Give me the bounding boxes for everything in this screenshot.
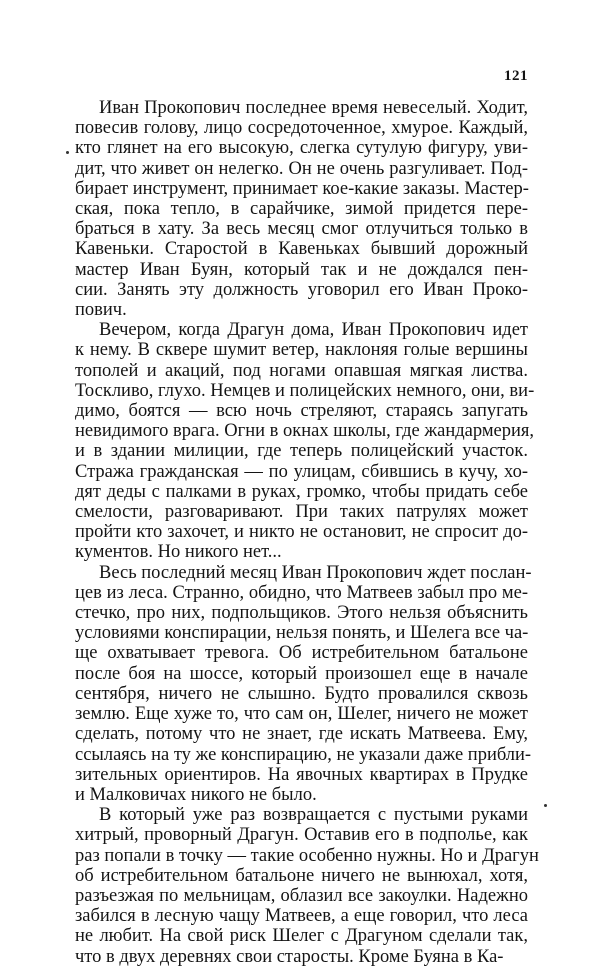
- text-line: тополей и акаций, под ногами опавшая мягкая листва.: [75, 360, 528, 381]
- text-line: кто глянет на его высокую, слегка сутулую фигуру, уви-: [75, 138, 528, 159]
- text-line: условиями конспирации, нельзя понять, и Шелега все ча-: [75, 623, 529, 644]
- text-line: В который уже раз возвращается с пустыми руками: [99, 805, 528, 826]
- text-line: зительных ориентиров. На явочных квартирах в Прудке: [75, 764, 528, 785]
- text-line: Вечером, когда Драгун дома, Иван Прокопович идет: [99, 320, 528, 341]
- paragraph: [75, 98, 528, 320]
- text-line: ссылаясь на ту же конспирацию, не указали даже прибли-: [75, 744, 532, 765]
- text-line: раз попали в точку — такие особенно нужны. Но и Драгун: [75, 845, 539, 866]
- text-line: к нему. В сквере шумит ветер, наклоняя голые вершины: [75, 340, 528, 361]
- print-speck: [66, 151, 69, 154]
- text-line: димо, боятся — всю ночь стреляют, стараясь запугать: [75, 401, 528, 422]
- text-line: разъезжая по мельницам, облазил все закоулки. Надежно: [75, 885, 528, 906]
- text-line: Тоскливо, глухо. Немцев и полицейских немного, они, ви-: [75, 380, 535, 401]
- text-line: мастер Иван Буян, который так и не дождался пен-: [75, 259, 528, 280]
- text-line: пройти кто захочет, и никто не остановит, не спросит до-: [75, 522, 528, 543]
- text-line: сии. Занять эту должность уговорил его Иван Проко-: [75, 279, 528, 300]
- text-line: смелости, разговаривают. При таких патрулях может: [75, 502, 528, 523]
- text-line: бирает инструмент, принимает кое-какие заказы. Мастер-: [75, 178, 529, 199]
- text-line: кументов. Но никого нет...: [75, 542, 282, 563]
- text-line: хитрый, проворный Драгун. Оставив его в подполье, как: [75, 825, 528, 846]
- text-column: [75, 98, 539, 967]
- text-line: и в здании милиции, где теперь полицейский участок.: [75, 441, 528, 462]
- text-line: после боя на шоссе, который произошел еще в начале: [75, 663, 528, 684]
- text-line: Стража гражданская — по улицам, сбившись в кучу, хо-: [75, 461, 528, 482]
- text-line: стечко, про них, подпольщиков. Этого нельзя объяснить: [75, 603, 528, 624]
- text-line: об истребительном батальоне ничего не вынюхал, хотя,: [75, 865, 528, 886]
- paragraph: [75, 562, 532, 805]
- text-line: Иван Прокопович последнее время невеселый. Ходит,: [99, 98, 528, 118]
- text-line: и Малковичах никого не было.: [75, 784, 317, 805]
- text-line: Кавеньки. Старостой в Кавеньках бывший дорожный: [75, 239, 528, 260]
- text-line: сентября, ничего не слышно. Будто провалился сквозь: [75, 683, 528, 704]
- page-number: 121: [504, 68, 528, 84]
- text-line: что в двух деревнях свои старосты. Кроме Буяна в Ка-: [75, 946, 504, 967]
- text-line: невидимого врага. Огни в окнах школы, где жандармерия,: [75, 421, 535, 442]
- text-line: не любит. На свой риск Шелег с Драгуном сделали так,: [75, 926, 528, 947]
- text-line: пович.: [75, 300, 127, 321]
- paragraph: [75, 320, 535, 563]
- text-line: дят деды с палками в руках, громко, чтобы придать себе: [75, 481, 528, 502]
- text-line: Весь последний месяц Иван Прокопович ждет послан-: [99, 562, 532, 583]
- text-line: забился в лесную чащу Матвеев, а еще говорил, что леса: [75, 906, 528, 927]
- paragraph: [75, 805, 539, 967]
- text-line: цев из леса. Странно, обидно, что Матвеев забыл про ме-: [75, 582, 528, 603]
- text-line: ская, пока тепло, в сарайчике, зимой придется пере-: [75, 199, 528, 220]
- text-line: землю. Еще хуже то, что сам он, Шелег, ничего не может: [75, 704, 528, 725]
- print-speck: [544, 804, 547, 807]
- text-line: ще охватывает тревога. Об истребительном батальоне: [75, 643, 528, 664]
- text-line: дит, что живет он нелегко. Он не очень разгуливает. Под-: [75, 158, 528, 179]
- text-line: браться в хату. За весь месяц смог отлучиться только в: [75, 219, 528, 240]
- text-line: сделать, потому что не знает, где искать Матвеева. Ему,: [75, 724, 528, 745]
- text-line: повесив голову, лицо сосредоточенное, хмурое. Каждый,: [75, 118, 528, 139]
